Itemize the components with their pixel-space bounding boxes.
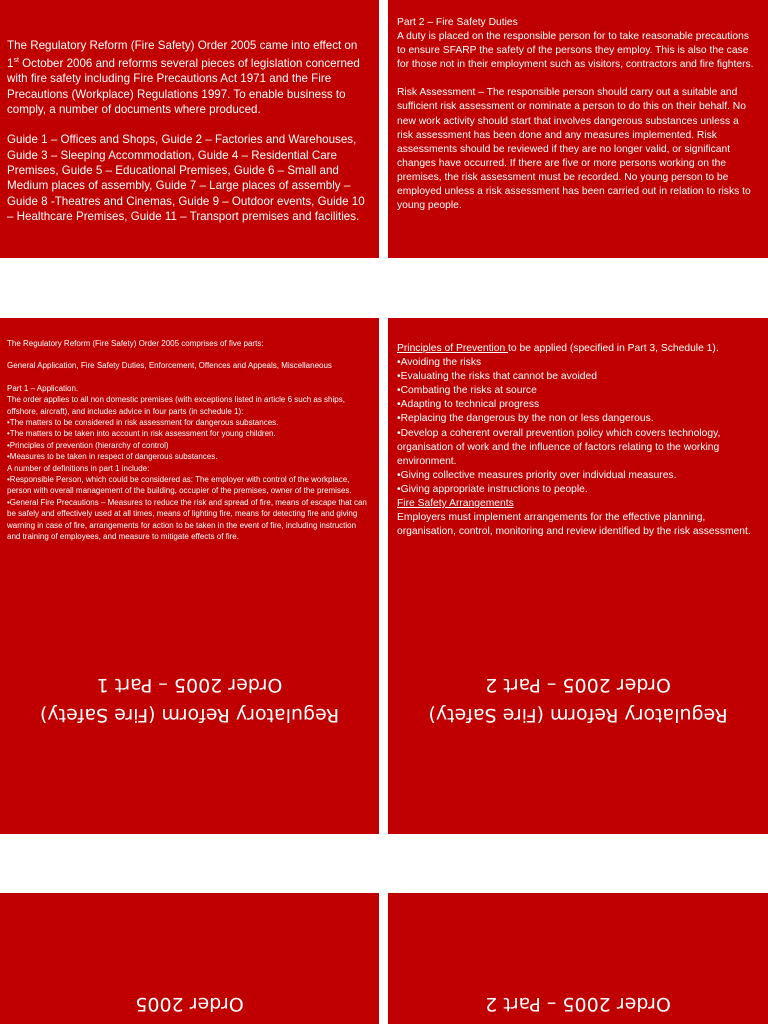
card-body: [397, 342, 757, 539]
list-item: •Principles of prevention (hierarchy of control): [7, 440, 169, 450]
list-item: •Evaluating the risks that cannot be avoided: [397, 371, 597, 383]
card-body: [7, 38, 369, 239]
intro-text-start: The Regulatory Reform (Fire Safety) Order 2005 came into effect on 1: [7, 39, 358, 71]
flipped-title-line: Order 2005 – Part 2: [485, 674, 671, 696]
ordinal-suffix: st: [13, 57, 19, 65]
intro-line: The Regulatory Reform (Fire Safety) Order 2005 comprises of five parts:: [7, 339, 264, 348]
principles-line: [397, 342, 757, 356]
flipped-title: [0, 989, 379, 1019]
section-heading: Part 2 – Fire Safety Duties: [397, 17, 518, 28]
list-item: •Adapting to technical progress: [397, 399, 540, 411]
flipped-title: [388, 989, 768, 1019]
card-principles-of-prevention: [388, 318, 768, 834]
guides-paragraph: Guide 1 – Offices and Shops, Guide 2 – Factories and Warehouses, Guide 3 – Sleeping Accommodation, Guide 4 – Residential Care Premises, Guide 5 – Educational Premises, Guide 6 – Small and Medium places of assembly, Guide 7 – Large places of assembly – Guide 8 -Theatres and Cinemas, Guide 9 – Outdoor events, Guide 10 – Healthcare Premises, Guide 11 – Transport premises and facilities.: [7, 133, 365, 223]
card-order-2005-bottom: [0, 893, 379, 1024]
arrangements-heading: Fire Safety Arrangements: [397, 498, 514, 510]
principles-rest: to be applied (specified in Part 3, Schedule 1).: [508, 343, 719, 354]
card-body: [397, 16, 757, 227]
part1-heading: Part 1 – Application.: [7, 383, 79, 393]
list-item: •Combating the risks at source: [397, 385, 537, 397]
flipped-title-line: Regulatory Reform (Fire Safety): [428, 704, 728, 726]
list-item: •General Fire Precautions – Measures to reduce the risk and spread of fire, means of escape that can be safely and effectively used at all times, means of lighting fire, means for detecting fire and giving warning in case of fire, arrangements for action to be taken in the event of fire, including instruction and training of employees, and measure to mitigate effects of fire.: [7, 497, 367, 542]
list-item: •Replacing the dangerous by the non or less dangerous.: [397, 413, 654, 425]
flipped-title-line: Order 2005 – Part 2: [485, 993, 671, 1015]
flipped-title: [0, 670, 379, 730]
card-fire-safety-duties: [388, 0, 768, 258]
list-item: •Measures to be taken in respect of dangerous substances.: [7, 452, 218, 462]
intro-paragraph: [7, 38, 369, 117]
flipped-title: [388, 670, 768, 730]
card-body: [7, 338, 369, 543]
card-order-2005-part2-bottom: [388, 893, 768, 1024]
flipped-title-line: Regulatory Reform (Fire Safety): [39, 704, 340, 726]
list-item: •Giving appropriate instructions to people.: [397, 483, 588, 495]
list-item: •Responsible Person, which could be considered as: The employer with control of the workplace, person with overall management of the building, occupier of the premises, owner of the premises.: [7, 475, 352, 496]
card-order-introduction: [0, 0, 379, 258]
part1-text: The order applies to all non domestic premises (with exceptions listed in article 6 such as ships, offshore, aircraft), and includes advice in four parts (in schedule 1):: [7, 395, 345, 416]
flipped-title-line: Order 2005 – Part 1: [96, 674, 283, 696]
risk-assessment-paragraph: Risk Assessment – The responsible person should carry out a suitable and sufficient risk assessment or nominate a person to do this on their behalf. No new work activity should start that involves dangerous substances unless a risk assessment has been done and any measures implemented. Risk assessments should be reviewed if they are no longer valid, or significant changes have occurred. If there are five or more persons working on the premises, the risk assessment must be recorded. No young person to be employed unless a risk assessment has been carried out in relation to risks to young people.: [397, 87, 751, 212]
list-item: •The matters to be considered in risk assessment for dangerous substances.: [7, 418, 279, 428]
flipped-title-line: Order 2005: [135, 993, 244, 1015]
list-item: •Develop a coherent overall prevention policy which covers technology, organisation of work and the influence of factors relating to the working environment.: [397, 427, 721, 467]
list-item: •Giving collective measures priority over individual measures.: [397, 469, 677, 481]
list-item: •Avoiding the risks: [397, 357, 482, 369]
card-part1-application: [0, 318, 379, 834]
intro-text-end: October 2006 and reforms several pieces of legislation concerned with fire safety including Fire Precautions Act 1971 and the Fire Precautions (Workplace) Regulations 1997. To enable business to comply, a number of documents where produced.: [7, 57, 360, 117]
principles-link: Principles of Prevention: [397, 343, 509, 354]
definitions-intro: A number of definitions in part 1 include:: [7, 463, 150, 473]
list-item: •The matters to be taken into account in risk assessment for young children.: [7, 429, 276, 439]
duty-paragraph: A duty is placed on the responsible person for to take reasonable precautions to ensure SFARP the safety of the persons they employ. This is also the case for those not in their employment such as visitors, contractors and fire fighters.: [397, 31, 754, 71]
arrangements-text: Employers must implement arrangements for the effective planning, organisation, control, monitoring and review identified by the risk assessment.: [397, 512, 751, 538]
parts-list: General Application, Fire Safety Duties, Enforcement, Offences and Appeals, Miscellaneous: [7, 361, 332, 371]
